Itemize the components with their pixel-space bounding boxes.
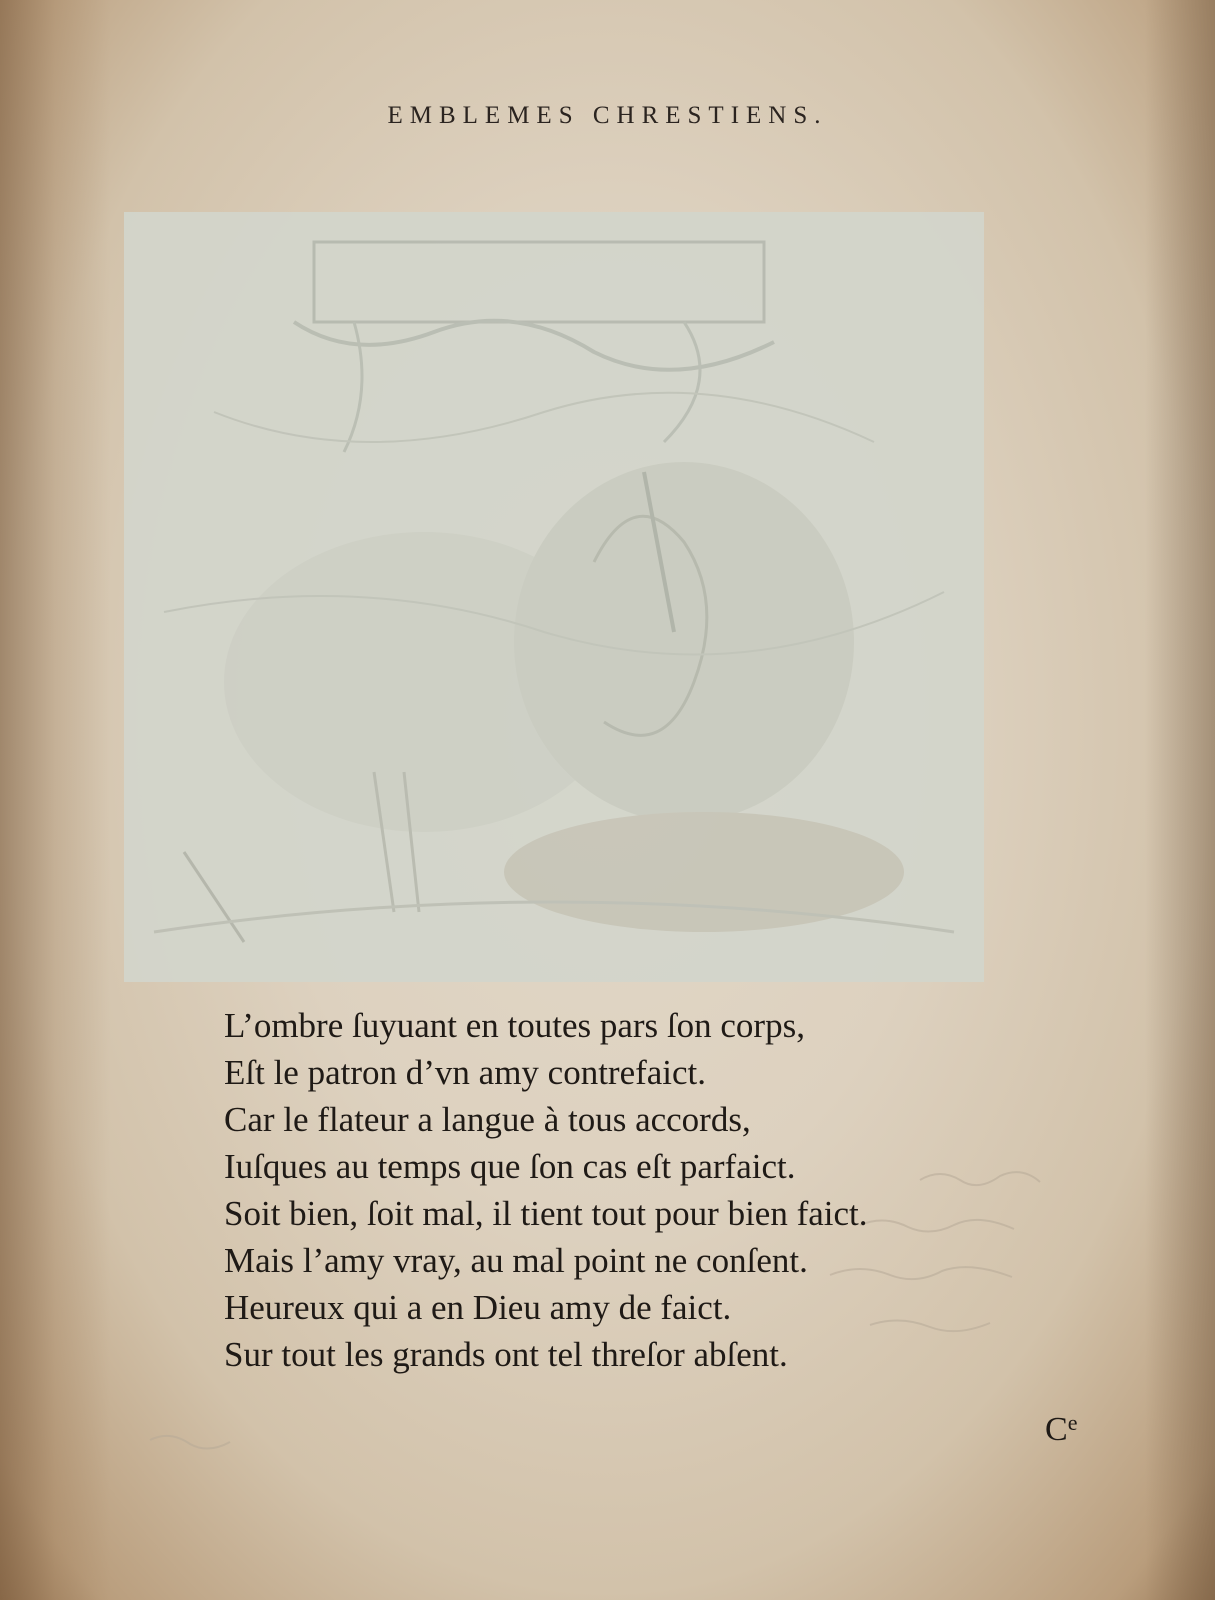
verse-stanza	[224, 1002, 1044, 1378]
verse-line: Sur tout les grands ont tel threſor abſent.	[224, 1335, 788, 1374]
verse-line: Eſt le patron d’vn amy contrefaict.	[224, 1053, 707, 1092]
catchword	[1045, 1410, 1077, 1449]
catchword-letter: C	[1045, 1411, 1068, 1448]
verse-line: Car le flateur a langue à tous accords,	[224, 1100, 751, 1139]
emblem-woodcut-image	[124, 212, 984, 982]
verse-line: Mais l’amy vray, au mal point ne conſent.	[224, 1241, 808, 1280]
verse-line: L’ombre ſuyuant en toutes pars ſon corps,	[224, 1006, 805, 1045]
verse-line: Heureux qui a en Dieu amy de faict.	[224, 1288, 732, 1327]
verse-line: Soit bien, ſoit mal, il tient tout pour bien faict.	[224, 1194, 868, 1233]
catchword-superscript: e	[1067, 1410, 1078, 1435]
running-head: EMBLEMES CHRESTIENS.	[387, 102, 828, 129]
verse-line: Iuſques au temps que ſon cas eſt parfaict.	[224, 1147, 796, 1186]
